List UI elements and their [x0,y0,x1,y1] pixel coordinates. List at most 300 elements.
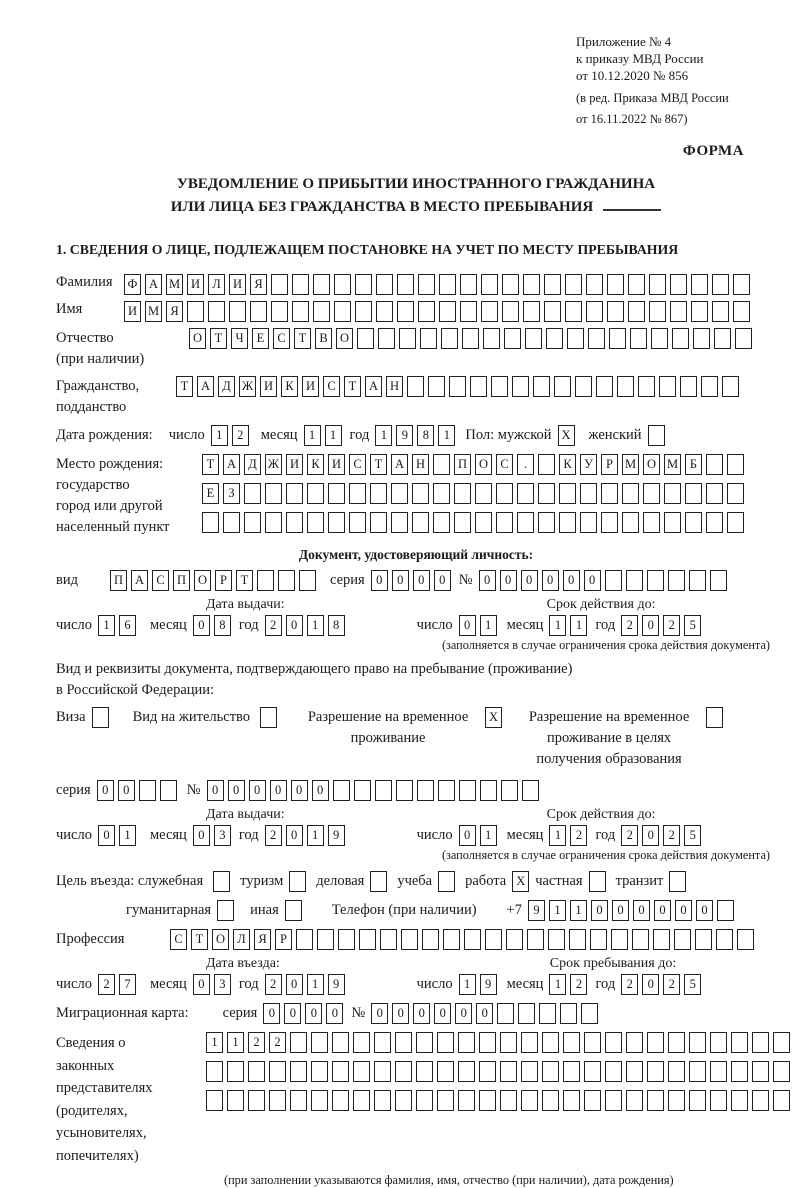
cell[interactable] [586,301,603,322]
cell[interactable] [544,301,561,322]
cell[interactable] [374,1061,391,1082]
cell[interactable]: 0 [479,570,496,591]
cell[interactable]: 1 [549,615,566,636]
cell[interactable] [670,301,687,322]
cell[interactable]: 0 [633,900,650,921]
cell[interactable] [565,274,582,295]
cell[interactable] [244,483,261,504]
cell[interactable]: Т [176,376,193,397]
transit-checkbox[interactable] [669,871,686,892]
cell[interactable]: X [558,425,575,446]
cell[interactable] [731,1061,748,1082]
cell[interactable] [391,512,408,533]
cell[interactable]: 0 [371,1003,388,1024]
cell[interactable] [622,512,639,533]
cell[interactable]: И [187,274,204,295]
cell[interactable] [581,1003,598,1024]
doc-type-field[interactable] [110,570,316,591]
cell[interactable] [459,780,476,801]
cell[interactable] [375,780,392,801]
visa-checkbox[interactable] [92,707,109,728]
cell[interactable]: Д [244,454,261,475]
cell[interactable]: М [664,454,681,475]
cell[interactable] [538,454,555,475]
cell[interactable] [722,376,739,397]
cell[interactable] [731,1032,748,1053]
cell[interactable] [248,1090,265,1111]
cell[interactable] [611,929,628,950]
cell[interactable] [433,454,450,475]
cell[interactable]: 0 [97,780,114,801]
residence-permit-checkbox[interactable] [260,707,277,728]
cell[interactable] [437,1090,454,1111]
cell[interactable] [706,512,723,533]
cell[interactable] [407,376,424,397]
cell[interactable]: Т [191,929,208,950]
cell[interactable] [338,929,355,950]
cell[interactable]: 1 [98,615,115,636]
cell[interactable]: С [170,929,187,950]
cell[interactable] [544,274,561,295]
temp-residence-edu-checkbox[interactable] [706,707,723,728]
cell[interactable] [500,1032,517,1053]
cell[interactable] [449,376,466,397]
stay-year[interactable] [621,974,701,995]
cell[interactable]: Е [252,328,269,349]
birth-year-field[interactable] [375,425,455,446]
cell[interactable]: 2 [269,1032,286,1053]
cell[interactable]: О [189,328,206,349]
cell[interactable]: Т [236,570,253,591]
cell[interactable]: 0 [193,974,210,995]
cell[interactable]: А [197,376,214,397]
cell[interactable] [401,929,418,950]
temp-residence-checkbox[interactable] [485,707,502,728]
cell[interactable]: З [223,483,240,504]
cell[interactable]: 1 [307,825,324,846]
representatives-field-1[interactable] [206,1032,790,1053]
cell[interactable] [559,483,576,504]
cell[interactable]: Я [166,301,183,322]
cell[interactable]: П [454,454,471,475]
cell[interactable] [712,301,729,322]
cell[interactable]: 1 [549,825,566,846]
cell[interactable] [527,929,544,950]
cell[interactable] [563,1032,580,1053]
cell[interactable]: 1 [459,974,476,995]
cell[interactable]: 0 [326,1003,343,1024]
official-checkbox[interactable] [213,871,230,892]
cell[interactable] [521,1061,538,1082]
cell[interactable] [250,301,267,322]
cell[interactable] [416,1090,433,1111]
cell[interactable] [229,301,246,322]
cell[interactable]: Я [250,274,267,295]
doc-valid-day[interactable] [459,615,497,636]
cell[interactable]: 0 [228,780,245,801]
cell[interactable]: . [517,454,534,475]
cell[interactable] [522,780,539,801]
cell[interactable]: С [152,570,169,591]
cell[interactable] [668,1032,685,1053]
cell[interactable] [601,483,618,504]
cell[interactable]: 2 [663,615,680,636]
cell[interactable] [397,274,414,295]
citizenship-field[interactable] [176,376,739,397]
cell[interactable] [418,274,435,295]
cell[interactable]: 1 [438,425,455,446]
cell[interactable] [311,1090,328,1111]
cell[interactable] [668,1090,685,1111]
cell[interactable] [525,328,542,349]
cell[interactable]: 0 [591,900,608,921]
cell[interactable] [689,570,706,591]
cell[interactable]: 0 [291,780,308,801]
cell[interactable] [596,376,613,397]
cell[interactable] [701,376,718,397]
cell[interactable] [460,301,477,322]
cell[interactable]: Т [370,454,387,475]
cell[interactable]: 2 [232,425,249,446]
cell[interactable] [483,328,500,349]
cell[interactable] [296,929,313,950]
cell[interactable] [628,301,645,322]
cell[interactable] [685,483,702,504]
cell[interactable]: 1 [549,900,566,921]
cell[interactable] [546,328,563,349]
cell[interactable] [632,929,649,950]
entry-year[interactable] [265,974,345,995]
cell[interactable] [412,483,429,504]
doc-number-field[interactable] [479,570,727,591]
cell[interactable]: Ч [231,328,248,349]
cell[interactable]: 2 [663,974,680,995]
cell[interactable]: 8 [328,615,345,636]
cell[interactable] [269,1090,286,1111]
cell[interactable] [580,483,597,504]
cell[interactable] [370,483,387,504]
cell[interactable] [643,483,660,504]
cell[interactable] [672,328,689,349]
cell[interactable] [328,483,345,504]
business-checkbox[interactable] [370,871,387,892]
cell[interactable]: Т [344,376,361,397]
cell[interactable] [584,1061,601,1082]
cell[interactable]: И [229,274,246,295]
cell[interactable] [496,512,513,533]
cell[interactable] [139,780,156,801]
cell[interactable] [265,512,282,533]
cell[interactable] [374,1032,391,1053]
cell[interactable] [689,1032,706,1053]
cell[interactable]: 0 [392,1003,409,1024]
cell[interactable]: М [145,301,162,322]
cell[interactable] [458,1061,475,1082]
cell[interactable]: 0 [642,974,659,995]
cell[interactable] [334,274,351,295]
permit-valid-day[interactable] [459,825,497,846]
cell[interactable]: П [110,570,127,591]
cell[interactable] [669,871,686,892]
permit-number-field[interactable] [207,780,539,801]
cell[interactable] [733,301,750,322]
cell[interactable] [438,871,455,892]
cell[interactable] [439,301,456,322]
cell[interactable]: 1 [325,425,342,446]
cell[interactable] [278,570,295,591]
cell[interactable]: 2 [265,825,282,846]
cell[interactable] [292,301,309,322]
cell[interactable]: 0 [584,570,601,591]
cell[interactable] [542,1090,559,1111]
cell[interactable]: 0 [413,1003,430,1024]
patronymic-field[interactable] [189,328,752,349]
cell[interactable] [649,301,666,322]
cell[interactable] [605,1061,622,1082]
cell[interactable] [475,512,492,533]
cell[interactable] [626,1090,643,1111]
cell[interactable]: И [302,376,319,397]
cell[interactable]: П [173,570,190,591]
cell[interactable] [376,274,393,295]
cell[interactable] [670,274,687,295]
cell[interactable] [378,328,395,349]
cell[interactable] [668,1061,685,1082]
cell[interactable] [533,376,550,397]
cell[interactable] [517,512,534,533]
cell[interactable] [674,929,691,950]
cell[interactable]: Ж [239,376,256,397]
cell[interactable]: Б [685,454,702,475]
cell[interactable] [289,871,306,892]
cell[interactable] [685,512,702,533]
cell[interactable] [727,483,744,504]
cell[interactable]: К [559,454,576,475]
cell[interactable] [735,328,752,349]
cell[interactable] [290,1090,307,1111]
private-checkbox[interactable] [589,871,606,892]
cell[interactable] [271,301,288,322]
cell[interactable] [464,929,481,950]
birth-place-field-1[interactable] [202,454,744,475]
cell[interactable] [428,376,445,397]
cell[interactable]: 9 [396,425,413,446]
permit-valid-month[interactable] [549,825,587,846]
cell[interactable]: Е [202,483,219,504]
cell[interactable] [648,425,665,446]
cell[interactable] [269,1061,286,1082]
cell[interactable] [716,929,733,950]
cell[interactable] [710,1061,727,1082]
cell[interactable]: 0 [286,825,303,846]
cell[interactable]: К [281,376,298,397]
cell[interactable]: 1 [307,974,324,995]
cell[interactable] [653,929,670,950]
permit-series-field[interactable] [97,780,177,801]
cell[interactable] [395,1032,412,1053]
permit-issue-day[interactable] [98,825,136,846]
cell[interactable]: 0 [434,570,451,591]
cell[interactable]: 0 [193,615,210,636]
cell[interactable] [626,1032,643,1053]
cell[interactable] [607,274,624,295]
cell[interactable]: С [496,454,513,475]
cell[interactable]: С [273,328,290,349]
entry-month[interactable] [193,974,231,995]
birth-place-field-2[interactable] [202,483,744,504]
cell[interactable]: 7 [119,974,136,995]
cell[interactable] [285,900,302,921]
cell[interactable] [396,780,413,801]
cell[interactable] [370,871,387,892]
cell[interactable] [437,1032,454,1053]
cell[interactable] [589,871,606,892]
cell[interactable] [607,301,624,322]
cell[interactable] [504,328,521,349]
cell[interactable]: 0 [286,974,303,995]
cell[interactable]: Л [208,274,225,295]
mig-series-field[interactable] [263,1003,343,1024]
cell[interactable]: 0 [371,570,388,591]
cell[interactable]: 1 [375,425,392,446]
cell[interactable] [332,1032,349,1053]
cell[interactable] [479,1090,496,1111]
doc-series-field[interactable] [371,570,451,591]
cell[interactable] [223,512,240,533]
cell[interactable] [584,1032,601,1053]
cell[interactable] [416,1032,433,1053]
cell[interactable]: 0 [459,615,476,636]
humanitarian-checkbox[interactable] [217,900,234,921]
cell[interactable] [622,483,639,504]
cell[interactable] [458,1032,475,1053]
cell[interactable] [695,929,712,950]
cell[interactable] [733,274,750,295]
cell[interactable] [521,1032,538,1053]
cell[interactable] [538,483,555,504]
cell[interactable]: 0 [270,780,287,801]
cell[interactable] [481,274,498,295]
cell[interactable]: 0 [563,570,580,591]
cell[interactable]: 0 [654,900,671,921]
cell[interactable] [668,570,685,591]
cell[interactable] [332,1061,349,1082]
cell[interactable]: 1 [480,825,497,846]
cell[interactable] [475,483,492,504]
cell[interactable] [710,1032,727,1053]
cell[interactable]: У [580,454,597,475]
cell[interactable] [647,1090,664,1111]
cell[interactable]: 0 [413,570,430,591]
cell[interactable] [313,301,330,322]
cell[interactable]: О [194,570,211,591]
cell[interactable] [518,1003,535,1024]
cell[interactable] [689,1090,706,1111]
tourism-checkbox[interactable] [289,871,306,892]
cell[interactable] [391,483,408,504]
cell[interactable]: Р [215,570,232,591]
cell[interactable] [521,1090,538,1111]
cell[interactable] [512,376,529,397]
cell[interactable]: 2 [248,1032,265,1053]
cell[interactable] [397,301,414,322]
cell[interactable]: 0 [612,900,629,921]
cell[interactable]: Л [233,929,250,950]
cell[interactable]: 3 [214,974,231,995]
cell[interactable] [565,301,582,322]
cell[interactable]: Ж [265,454,282,475]
cell[interactable] [217,900,234,921]
cell[interactable] [208,301,225,322]
cell[interactable]: С [349,454,366,475]
cell[interactable]: Т [294,328,311,349]
cell[interactable]: 0 [392,570,409,591]
cell[interactable] [437,1061,454,1082]
cell[interactable] [418,301,435,322]
cell[interactable] [441,328,458,349]
mig-number-field[interactable] [371,1003,598,1024]
permit-issue-month[interactable] [193,825,231,846]
cell[interactable]: 0 [207,780,224,801]
cell[interactable]: 0 [696,900,713,921]
cell[interactable]: Т [210,328,227,349]
cell[interactable]: Т [202,454,219,475]
doc-issue-year[interactable] [265,615,345,636]
cell[interactable]: 9 [328,974,345,995]
representatives-field-2[interactable] [206,1061,790,1082]
cell[interactable] [563,1061,580,1082]
permit-valid-year[interactable] [621,825,701,846]
cell[interactable] [227,1090,244,1111]
cell[interactable] [638,376,655,397]
cell[interactable] [462,328,479,349]
cell[interactable]: 6 [119,615,136,636]
doc-issue-day[interactable] [98,615,136,636]
cell[interactable] [727,512,744,533]
cell[interactable] [206,1061,223,1082]
cell[interactable]: 2 [621,974,638,995]
cell[interactable] [609,328,626,349]
cell[interactable]: 2 [98,974,115,995]
cell[interactable] [349,512,366,533]
cell[interactable] [248,1061,265,1082]
cell[interactable] [647,1061,664,1082]
doc-valid-month[interactable] [549,615,587,636]
cell[interactable] [417,780,434,801]
cell[interactable] [353,1090,370,1111]
cell[interactable]: 9 [480,974,497,995]
cell[interactable]: 0 [263,1003,280,1024]
cell[interactable]: 9 [328,825,345,846]
cell[interactable]: 0 [521,570,538,591]
cell[interactable] [523,301,540,322]
cell[interactable] [399,328,416,349]
cell[interactable]: 5 [684,974,701,995]
cell[interactable] [260,707,277,728]
cell[interactable] [517,483,534,504]
representatives-field-3[interactable] [206,1090,790,1111]
cell[interactable]: М [166,274,183,295]
cell[interactable] [187,301,204,322]
female-checkbox[interactable] [648,425,665,446]
cell[interactable] [160,780,177,801]
cell[interactable] [328,512,345,533]
cell[interactable] [349,483,366,504]
cell[interactable] [497,1003,514,1024]
cell[interactable] [353,1032,370,1053]
cell[interactable] [617,376,634,397]
cell[interactable] [580,512,597,533]
